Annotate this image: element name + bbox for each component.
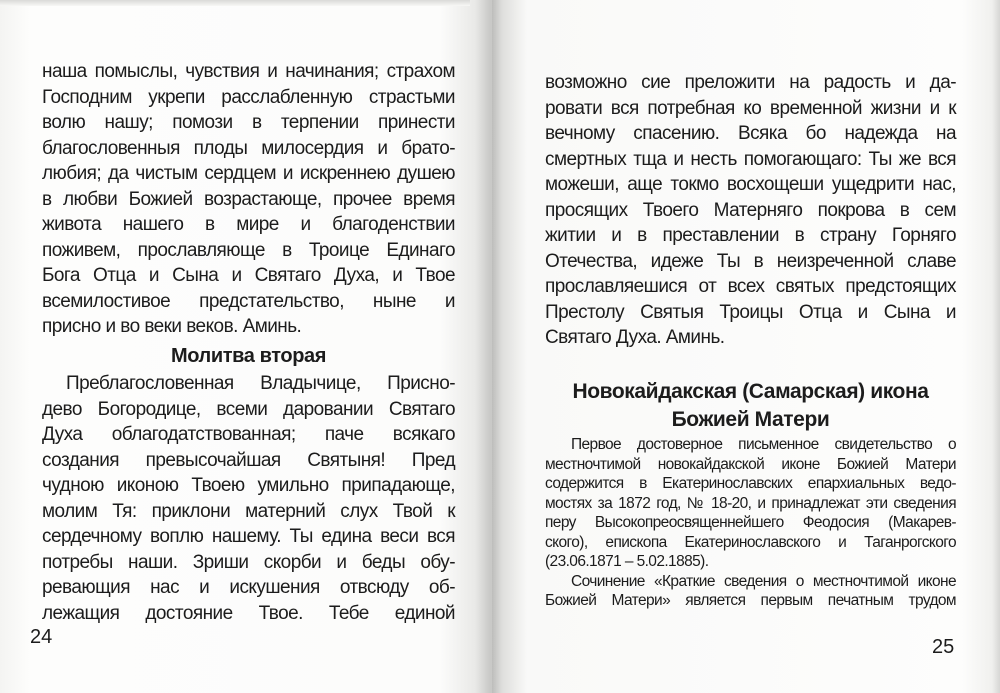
- text-line: ровати вся потребная ко временной жизни и к: [545, 97, 956, 119]
- text-line: волю нашу; помози в терпении принести: [42, 112, 455, 133]
- text-line: Первое достоверное письменное свидетельство о: [571, 436, 956, 453]
- text-line: сердечному воплю нашему. Ты едина веси вся: [42, 526, 455, 547]
- text-line: мостях за 1872 год, № 18-20, и принадлежат эти сведения: [545, 494, 956, 512]
- paragraph: [545, 435, 956, 572]
- page-number: 25: [932, 636, 955, 658]
- left-page: [0, 0, 492, 693]
- text-line: наша помыслы, чувствия и начинания; страхом: [42, 61, 455, 82]
- section-heading: Молитва вторая: [170, 345, 327, 367]
- text-line: перу Высокопреосвященнейшего Феодосия (Макарев-: [545, 514, 956, 531]
- text-line: присно и во веки веков. Аминь.: [42, 316, 302, 337]
- history-text: [545, 435, 956, 611]
- text-line: житии и в преставлении в страну Горняго: [545, 225, 956, 246]
- text-line: вечному спасению. Всяка бо надежда на: [545, 123, 956, 144]
- text-line: содержится в Екатеринославских епархиальных ведо-: [545, 475, 956, 492]
- text-line: благословенныя плоды милосердия и брато-: [42, 137, 455, 159]
- text-line: дево Богородице, всеми даровании Святаго: [42, 398, 455, 420]
- prayer-continuation: [42, 59, 455, 340]
- text-line: создания превысочайшая Святыня! Пред: [42, 449, 455, 471]
- text-line: чудною иконою Твоею умильно припадающе,: [42, 475, 455, 496]
- text-line: возможно сие преложити на радость и да-: [545, 72, 956, 93]
- text-line: смертных тща и несть помогающаго: Ты же вся: [545, 148, 956, 170]
- text-line: Духа облагодатствованная; паче всякаго: [42, 424, 455, 445]
- text-line: просящих Твоего Матерняго покрова в сем: [545, 199, 956, 221]
- text-line: местночтимой новокайдакской иконе Божией Матери: [545, 455, 956, 473]
- chapter-heading-line2: Божией Матери: [671, 408, 830, 431]
- page-number: 24: [30, 626, 53, 648]
- right-page: [492, 0, 1000, 693]
- text-line: (23.06.1871 – 5.02.1885).: [545, 553, 709, 570]
- text-line: любия; да чистым сердцем и искреннею душею: [42, 163, 455, 184]
- text-line: поживем, прославляюще в Троице Единаго: [42, 239, 455, 261]
- text-line: ского), епископа Екатеринославского и Таганрогского: [545, 533, 956, 551]
- text-line: потребы наши. Зриши скорби и беды обу-: [42, 551, 455, 573]
- scan-edge: [0, 0, 470, 6]
- text-line: Престолу Святыя Троицы Отца и Сына и: [545, 301, 956, 323]
- text-line: можеши, аще токмо восхощеши ущедрити нас,: [545, 174, 956, 195]
- text-line: прославляешися от всех святых предстоящих: [545, 276, 956, 297]
- prayer-ending: [545, 70, 956, 351]
- chapter-heading-line1: Новокайдакская (Самарская) икона: [572, 380, 929, 403]
- text-line: всемилостивое предстательство, ныне и: [42, 290, 455, 312]
- text-line: Отечества, идеже Ты в неизреченной славе: [545, 250, 956, 272]
- paragraph: [545, 572, 956, 611]
- text-line: живота нашего в мире и благоденствии: [42, 214, 455, 235]
- text-line: в любви Божией возрастающе, прочее время: [42, 188, 455, 210]
- text-line: ревающия нас и искушения отвсюду об-: [42, 577, 455, 598]
- second-prayer-text: [42, 371, 455, 626]
- text-line: Божией Матери» является первым печатным трудом: [545, 592, 956, 609]
- text-line: Святаго Духа. Аминь.: [545, 327, 725, 348]
- text-line: Бога Отца и Сына и Святаго Духа, и Твое: [42, 265, 455, 286]
- text-line: Сочинение «Краткие сведения о местночтимой иконе: [571, 572, 956, 590]
- text-line: лежащия достояние Твое. Тебе единой: [42, 602, 455, 624]
- text-line: молим Тя: приклони матерний слух Твой к: [42, 500, 455, 522]
- text-line: Преблагословенная Владычице, Присно-: [66, 373, 455, 394]
- text-line: Господним укрепи расслабленную страстьми: [42, 86, 455, 108]
